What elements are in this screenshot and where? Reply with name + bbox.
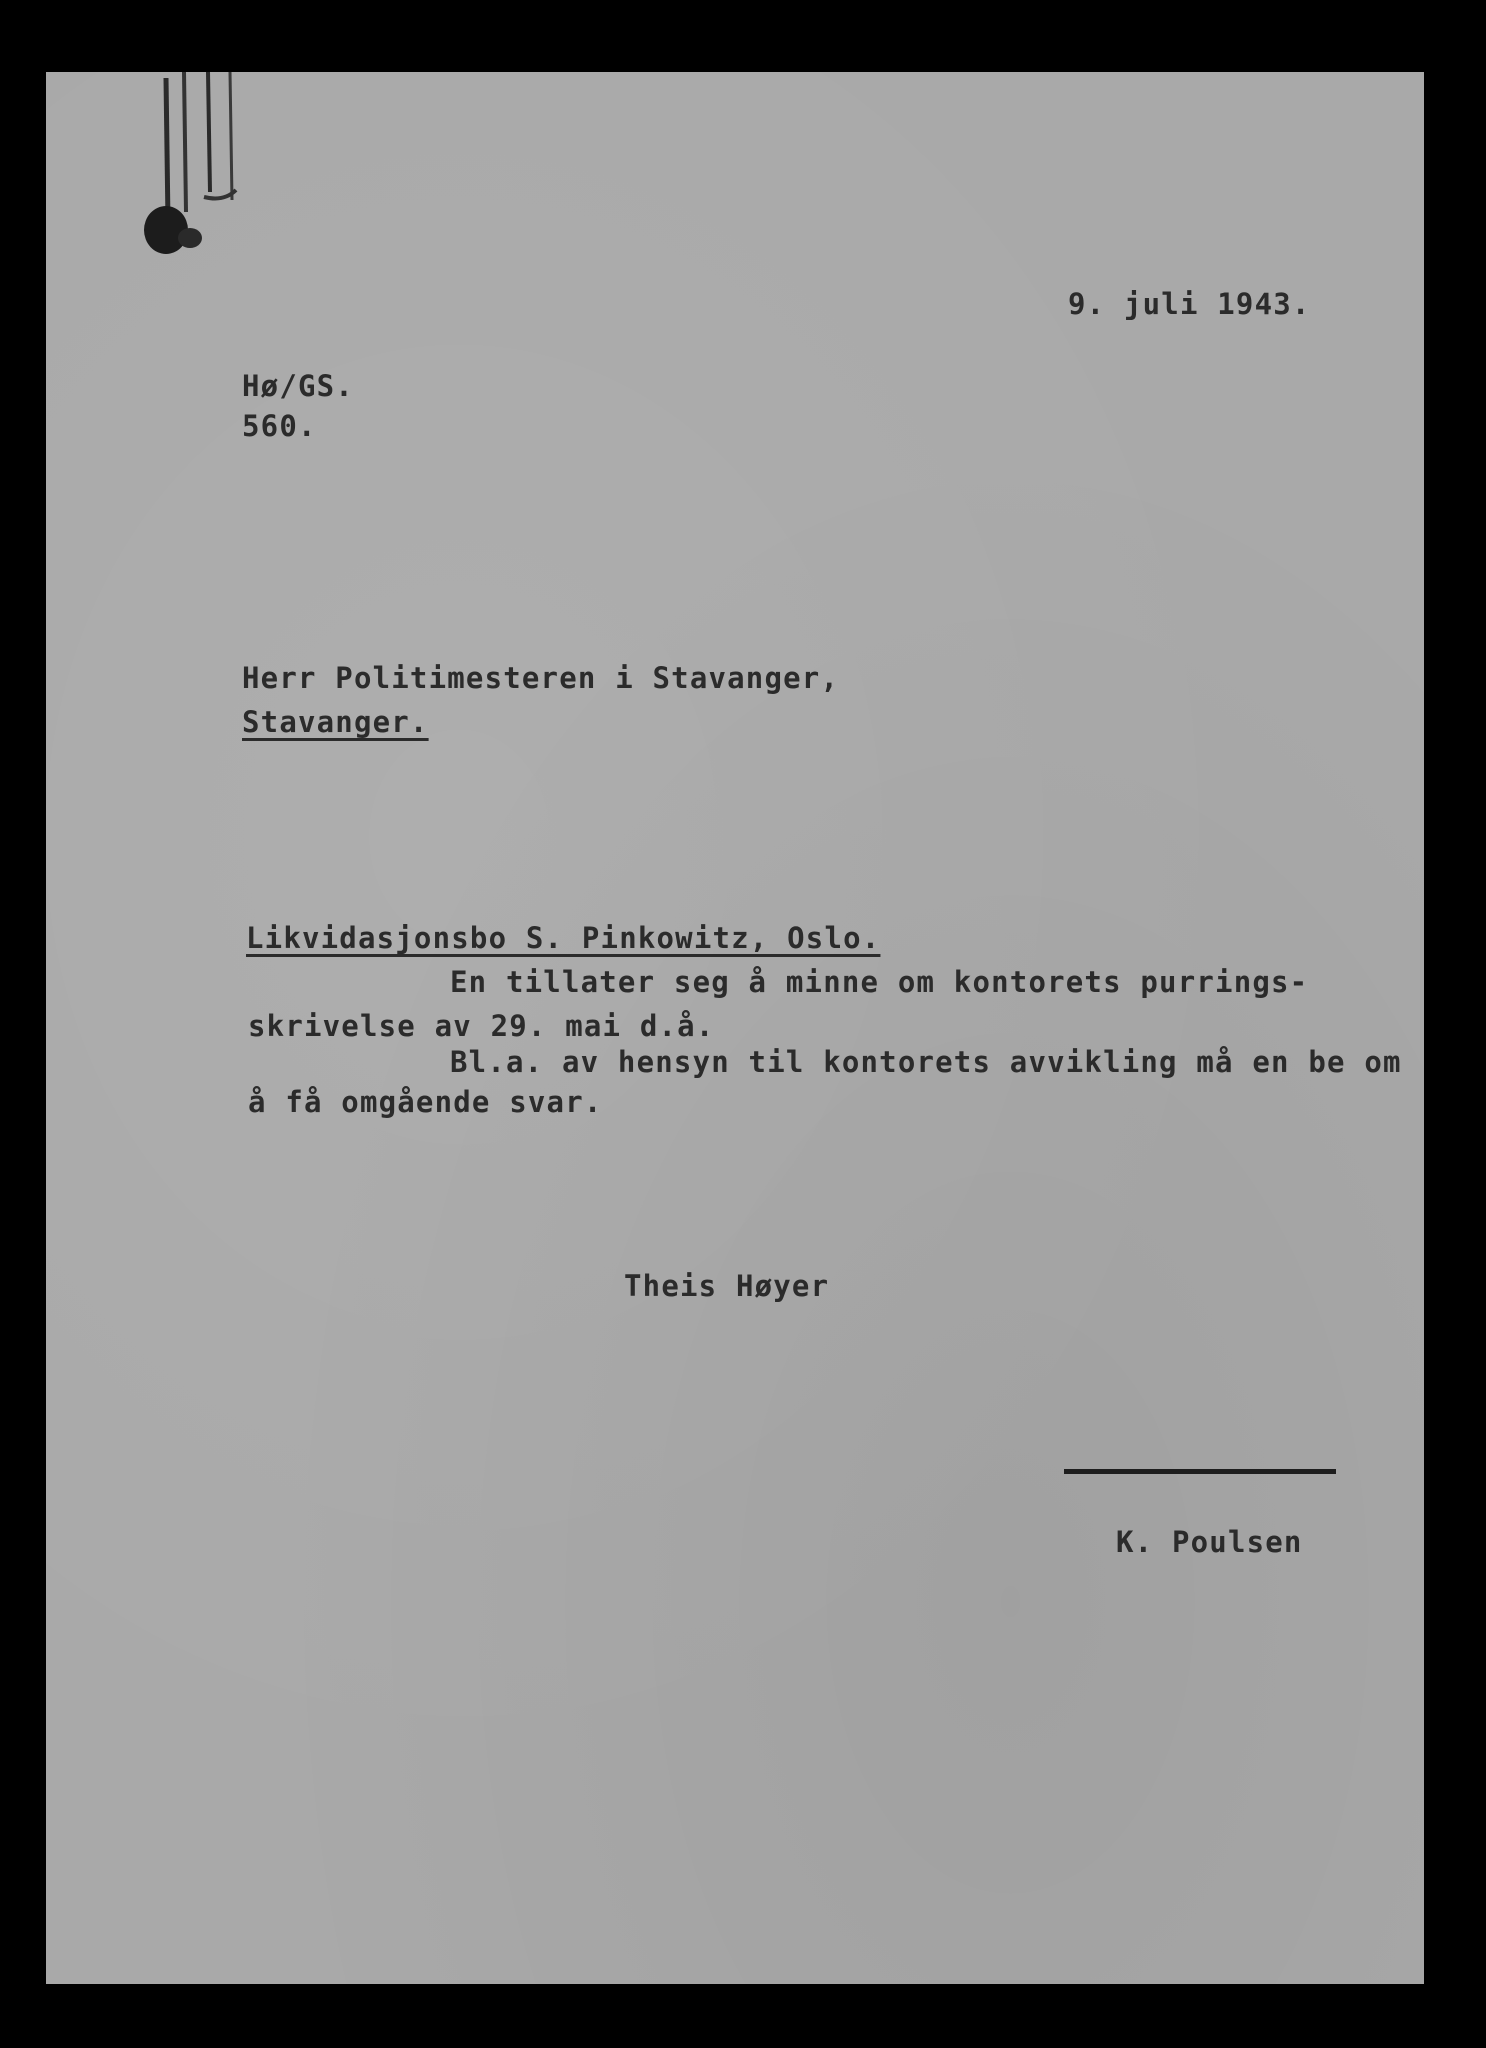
- body-text-line: å få omgående svar.: [248, 1085, 603, 1119]
- body-text-line: Bl.a. av hensyn til kontorets avvikling må en be om: [450, 1045, 1402, 1079]
- letter-page: [46, 72, 1424, 1984]
- staple-mark-icon: [144, 72, 264, 272]
- letter-date: 9. juli 1943.: [1068, 287, 1311, 321]
- signature-line: [1064, 1469, 1336, 1474]
- signature-name: Theis Høyer: [624, 1269, 830, 1303]
- recipient-line: Herr Politimesteren i Stavanger,: [242, 661, 840, 695]
- signature-name: K. Poulsen: [1116, 1525, 1303, 1559]
- subject-line: Likvidasjonsbo S. Pinkowitz, Oslo.: [246, 921, 881, 955]
- body-text-line: En tillater seg å minne om kontorets purrings-: [450, 965, 1309, 999]
- journal-number: 560.: [242, 409, 317, 443]
- reference-code: Hø/GS.: [242, 369, 354, 403]
- recipient-city: Stavanger.: [242, 705, 429, 739]
- body-text-line: skrivelse av 29. mai d.å.: [248, 1009, 715, 1043]
